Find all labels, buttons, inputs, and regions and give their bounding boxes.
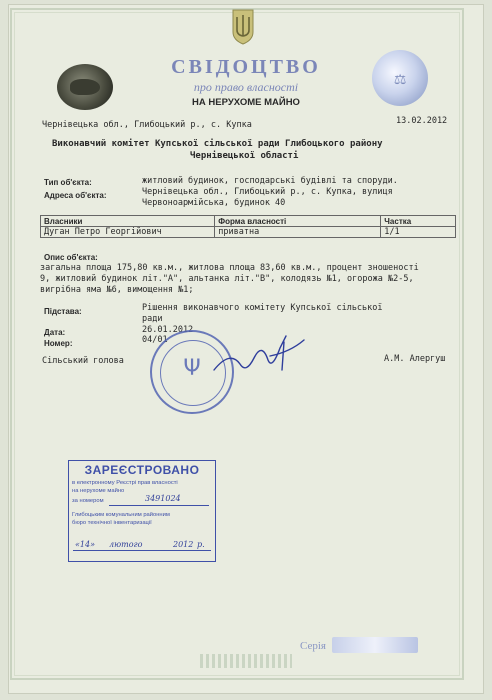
registration-date-day: 14 [79,540,91,549]
series-number-hologram [332,637,418,653]
hologram-scales-icon: ⚖ [372,50,428,106]
signatory-name: А.М. Алергуш [384,354,446,364]
ownership-form-header: Форма власності [215,216,381,227]
share-header: Частка [381,216,456,227]
number-label: Номер: [44,339,73,348]
registration-stamp-line-2: на нерухоме майно [72,488,125,494]
object-address-label: Адреса об'єкта: [44,191,107,200]
registration-stamp-line-3: за номером [72,498,104,504]
ornament-border [200,654,292,668]
registration-number: 3491024 [145,494,181,503]
share-value: 1/1 [381,227,456,238]
description-label: Опис об'єкта: [44,253,98,262]
object-address-line-1: Чернівецька обл., Глибоцький р., с. Купка, вулиця [142,187,393,197]
registration-stamp-title: ЗАРЕЄСТРОВАНО [84,463,200,477]
trident-icon: Ψ [183,356,201,381]
location-line: Чернівецька обл., Глибоцький р., с. Купка [42,120,252,130]
basis-line-1: Рішення виконавчого комітету Купської сільської [142,303,383,313]
basis-label: Підстава: [44,307,82,316]
table-row [41,227,456,238]
document-heading: НА НЕРУХОМЕ МАЙНО [192,97,300,108]
registration-date-month: лютого [109,540,143,549]
object-address-line-2: Червоноармійська, будинок 40 [142,198,286,208]
issuer-line-2: Чернівецької області [190,151,299,161]
coat-of-arms-icon [230,6,256,46]
registration-stamp-line-4: Глибоцьким комунальним районним [72,512,170,518]
registration-stamp-line-5: бюро технічної інвентаризації [72,520,152,526]
owners-header: Власники [41,216,215,227]
issuer-line-1: Виконавчий комітет Купської сільської ради Глибоцького району [52,139,383,149]
description-line-1: загальна площа 175,80 кв.м., житлова площа 83,60 кв.м., процент зношеності [40,263,419,273]
registration-stamp-line-1: в електронному Реєстрі прав власності [72,480,178,486]
document-title: СВІДОЦТВО [171,56,321,78]
series-label: Серія [300,640,326,652]
number-value: 04/01 [142,335,168,345]
signatory-position: Сільський голова [42,356,124,366]
owners-table-header [41,216,456,227]
hologram-map-icon [57,64,113,110]
registration-date-year: 2012 [173,540,194,549]
registration-stamp: ЗАРЕЄСТРОВАНО в електронному Реєстрі прав власності на нерухоме майно за номером 3491024 Глибоцьким комунальним районним бюро технічної інвентаризації «14» лютого 2012 р. [68,460,216,562]
owners-table [40,215,456,238]
date-label: Дата: [44,328,66,337]
handwritten-signature [210,330,310,380]
registration-date-suffix: р. [197,540,205,549]
date-top: 13.02.2012 [396,116,448,126]
object-type-value: житловий будинок, господарські будівлі та споруди. [142,176,398,186]
description-line-3: вигрібна яма №6, вимощення №1; [40,285,194,295]
description-line-2: 9, житловий будинок літ."А", альтанка літ."В", колодязь №1, огорожа №2-5, [40,274,414,284]
owner-name: Дуган Петро Георгійович [41,227,215,238]
document-subtitle: про право власності [193,80,299,94]
ownership-form: приватна [215,227,381,238]
date-value: 26.01.2012 [142,325,194,335]
object-type-label: Тип об'єкта: [44,178,92,187]
basis-line-2: ради [142,314,163,324]
